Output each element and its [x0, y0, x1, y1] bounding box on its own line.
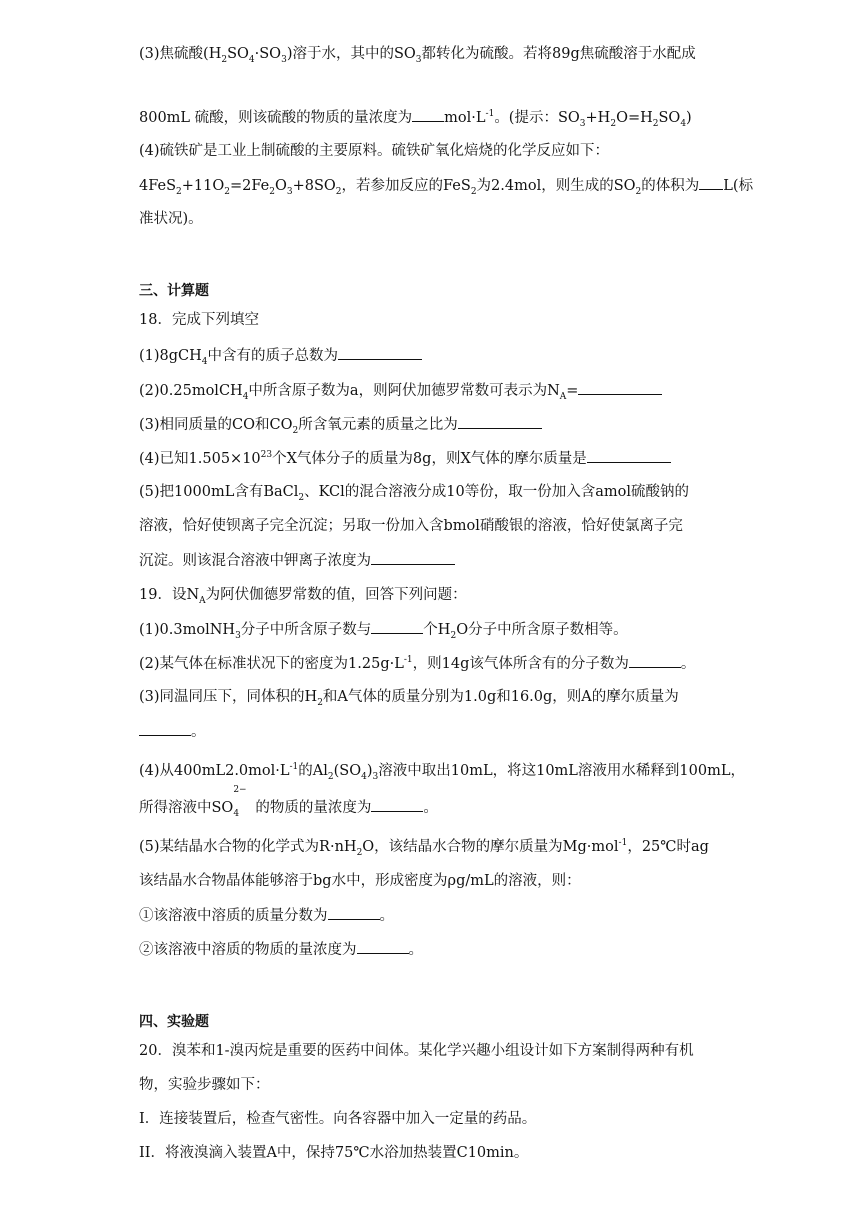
q19-part2: (2)某气体在标准状况下的密度为$1.25g\cdot L^{-1}$，则14g该气体所含有的分子数为 。	[139, 653, 695, 674]
q18-part3: (3)相同质量的CO和$CO_2$所含氧元素的质量之比为	[139, 414, 542, 435]
q19-part4-line1: (4)从$400mL2.0mol\cdot L^{-1}$的$Al_2(SO_4)_3$溶液中取出10mL，将这10mL溶液用水稀释到100mL，	[139, 762, 745, 782]
section-3-title: 三、计算题	[139, 283, 209, 299]
q19-intro: 19．设$N_A$为阿伏伽德罗常数的值，回答下列问题：	[139, 587, 467, 606]
q17-part4-line3: 准状况)。	[139, 211, 203, 227]
q20-line2: 物，实验步骤如下：	[139, 1077, 270, 1093]
answer-blank[interactable]	[139, 721, 191, 736]
q19-part5-line2: 该结晶水合物晶体能够溶于bg水中，形成密度为ρg/mL的溶液，则：	[139, 873, 581, 889]
q18-part5-line2: 溶液，恰好使钡离子完全沉淀；另取一份加入含bmol硝酸银的溶液，恰好使氯离子完	[139, 518, 683, 534]
q18-part4: (4)已知$1.505\times 10^{23}$个X气体分子的质量为8g，则X气体的摩尔质量是	[139, 448, 671, 469]
q18-intro: 18．完成下列填空	[139, 312, 259, 328]
q18-part5-line1: (5)把1000mL含有BaCl$_2$、KCl的混合溶液分成10等份，取一份加入含amol硫酸钠的	[139, 484, 689, 503]
q19-part5-item1: ①该溶液中溶质的质量分数为 。	[139, 905, 394, 926]
q19-part3-line1: (3)同温同压下，同体积的$H_2$和A气体的质量分别为1.0g和16.0g，则A的摩尔质量为	[139, 689, 679, 708]
answer-blank[interactable]	[578, 380, 662, 395]
answer-blank[interactable]	[328, 905, 380, 920]
q17-part3-line1: (3)焦硫酸$(H_2SO_4\cdot SO_3)$溶于水，其中的$SO_3$都转化为硫酸。若将89g焦硫酸溶于水配成	[139, 46, 696, 65]
answer-blank[interactable]	[371, 797, 423, 812]
answer-blank[interactable]	[357, 939, 409, 954]
q17-part3-line2: 800mL 硫酸，则该硫酸的物质的量浓度为 $mol\cdot L^{-1}$。(提示：$SO_3+H_2O=H_2SO_4$)	[139, 107, 692, 128]
q19-part1: (1)0.3molNH$_3$分子中所含原子数与 个$H_2O$分子中所含原子数相等。	[139, 619, 628, 640]
answer-blank[interactable]	[629, 653, 681, 668]
answer-blank[interactable]	[699, 175, 723, 190]
q19-part5-line1: (5)某结晶水合物的化学式为$R\cdot nH_2O$，该结晶水合物的摩尔质量为Mg·mol$^{-1}$，25℃时ag	[139, 838, 709, 858]
q18-part2: (2)0.25molCH$_4$中所含原子数为a，则阿伏加德罗常数可表示为$N_A=$	[139, 380, 662, 401]
q17-part4-line2: $4FeS_2+11O_2=2Fe_2O_3+8SO_2$，若参加反应的FeS$_2$为2.4mol，则生成的$SO_2$的体积为 L(标	[139, 175, 753, 196]
q20-step2: II．将液溴滴入装置A中，保持75℃水浴加热装置C10min。	[139, 1145, 529, 1161]
q17-part4-line1: (4)硫铁矿是工业上制硫酸的主要原料。硫铁矿氧化焙烧的化学反应如下：	[139, 143, 610, 159]
answer-blank[interactable]	[458, 414, 542, 429]
sulfate-ion-scripts: 2− $_4$	[233, 785, 247, 819]
answer-blank[interactable]	[371, 619, 423, 634]
q19-part5-item2: ②该溶液中溶质的物质的量浓度为 。	[139, 939, 423, 960]
answer-blank[interactable]	[338, 345, 422, 360]
section-4-title: 四、实验题	[139, 1014, 209, 1030]
q20-step1: I．连接装置后，检查气密性。向各容器中加入一定量的药品。	[139, 1111, 537, 1127]
q18-part1: (1)8gCH$_4$中含有的质子总数为	[139, 345, 422, 366]
q19-part3-line2: 。	[139, 721, 206, 742]
answer-blank[interactable]	[412, 107, 444, 122]
q20-line1: 20．溴苯和1-溴丙烷是重要的医药中间体。某化学兴趣小组设计如下方案制得两种有机	[139, 1043, 694, 1059]
answer-blank[interactable]	[587, 448, 671, 463]
q19-part4-line2: 所得溶液中SO 2− $_4$ 的物质的量浓度为 。	[139, 785, 438, 819]
answer-blank[interactable]	[371, 550, 455, 565]
q18-part5-line3: 沉淀。则该混合溶液中钾离子浓度为	[139, 550, 455, 571]
